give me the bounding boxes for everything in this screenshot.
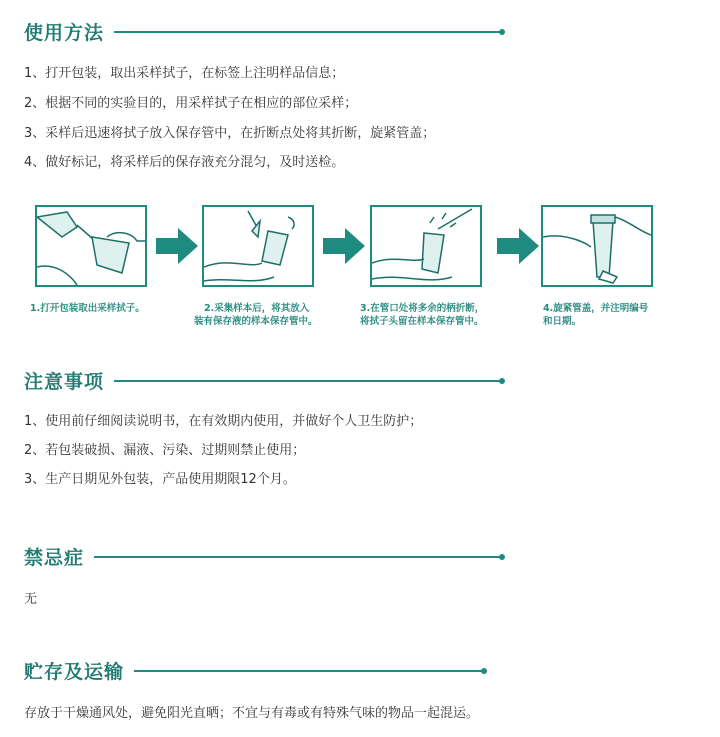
contra-heading xyxy=(24,543,502,570)
usage-divider xyxy=(114,31,502,33)
usage-heading xyxy=(24,18,502,45)
step-3-caption-line-2: 将拭子头留在样本保存管中。 xyxy=(360,316,484,327)
step-2-caption-line-2: 装有保存液的样本保存管中。 xyxy=(194,316,318,327)
notes-title: 注意事项 xyxy=(24,371,105,393)
storage-text: 存放于干燥通风处，避免阳光直晒；不宜与有毒或有特殊气味的物品一起混运。 xyxy=(24,706,480,721)
notes-item-1: 1、使用前仔细阅读说明书，在有效期内使用，并做好个人卫生防护； xyxy=(24,414,423,429)
step-1-caption-line-1: 1.打开包装取出采样拭子。 xyxy=(30,303,145,314)
step-1-caption xyxy=(30,302,145,315)
step-4-caption xyxy=(543,302,648,328)
contra-text: 无 xyxy=(24,592,38,607)
storage-heading xyxy=(24,657,484,684)
contra-divider xyxy=(94,556,502,558)
divider-dot xyxy=(499,554,505,560)
step-2-caption-line-1: 2.采集样本后，将其放入 xyxy=(204,303,310,314)
step-arrow-3 xyxy=(497,228,539,268)
step-arrow-2 xyxy=(323,228,365,268)
divider-dot xyxy=(499,29,505,35)
usage-step-1: 1、打开包装，取出采样拭子，在标签上注明样品信息； xyxy=(24,66,345,81)
usage-step-4: 4、做好标记，将采样后的保存液充分混匀，及时送检。 xyxy=(24,155,345,170)
usage-step-2: 2、根据不同的实验目的，用采样拭子在相应的部位采样； xyxy=(24,96,358,111)
storage-title: 贮存及运输 xyxy=(24,661,125,683)
notes-divider xyxy=(114,380,502,382)
step-2-illustration xyxy=(202,205,314,287)
notes-item-3: 3、生产日期见外包装，产品使用期限12个月。 xyxy=(24,472,296,487)
step-arrow-1 xyxy=(156,228,198,268)
step-3-caption-line-1: 3.在管口处将多余的柄折断， xyxy=(360,303,485,314)
step-4-illustration xyxy=(541,205,653,287)
step-3-illustration xyxy=(370,205,482,287)
step-4-caption-line-2: 和日期。 xyxy=(543,316,582,327)
notes-item-2: 2、若包装破损、漏液、污染、过期则禁止使用； xyxy=(24,443,306,458)
notes-heading xyxy=(24,367,502,394)
contra-title: 禁忌症 xyxy=(24,547,85,569)
step-1-illustration xyxy=(35,205,147,287)
step-2-caption xyxy=(194,302,318,328)
divider-dot xyxy=(481,668,487,674)
usage-step-3: 3、采样后迅速将拭子放入保存管中，在折断点处将其折断，旋紧管盖； xyxy=(24,126,436,141)
storage-divider xyxy=(134,670,484,672)
step-4-caption-line-1: 4.旋紧管盖，并注明编号 xyxy=(543,303,649,314)
usage-title: 使用方法 xyxy=(24,22,105,44)
step-3-caption xyxy=(360,302,484,328)
divider-dot xyxy=(499,378,505,384)
